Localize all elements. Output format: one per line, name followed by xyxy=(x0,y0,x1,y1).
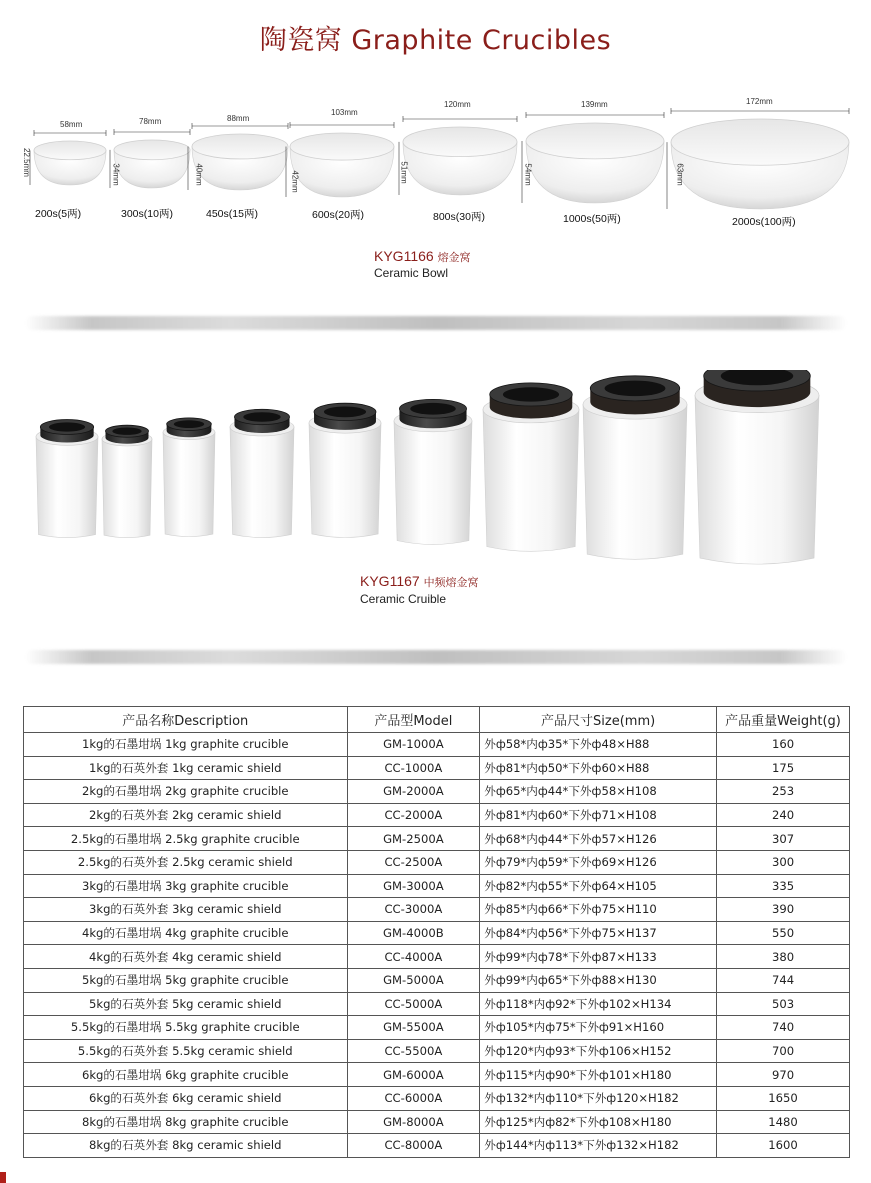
cell-model: GM-2500A xyxy=(347,827,480,851)
ceramic-crucible xyxy=(695,370,819,564)
table-header-row xyxy=(24,707,850,733)
bowl-product-code xyxy=(374,248,471,265)
cell-size: 外ф68*内ф44*下外ф57×H126 xyxy=(480,827,717,851)
cell-size: 外ф99*内ф78*下外ф87×H133 xyxy=(480,945,717,969)
header-size: 产品尺寸Size(mm) xyxy=(480,707,717,733)
spec-table xyxy=(23,706,850,1158)
cell-description: 2.5kg的石英外套 2.5kg ceramic shield xyxy=(24,850,348,874)
cell-description: 4kg的石英外套 4kg ceramic shield xyxy=(24,945,348,969)
cell-size: 外ф120*内ф93*下外ф106×H152 xyxy=(480,1039,717,1063)
table-row xyxy=(24,1110,850,1134)
cell-description: 2kg的石墨坩埚 2kg graphite crucible xyxy=(24,780,348,804)
bowl-width-label: 139mm xyxy=(581,100,608,109)
cell-weight: 160 xyxy=(717,733,850,757)
ceramic-bowl xyxy=(522,112,664,203)
cell-weight: 700 xyxy=(717,1039,850,1063)
cell-size: 外ф82*内ф55*下外ф64×H105 xyxy=(480,874,717,898)
table-row xyxy=(24,850,850,874)
bowl-width-label: 103mm xyxy=(331,108,358,117)
cell-weight: 503 xyxy=(717,992,850,1016)
cell-model: CC-1000A xyxy=(347,756,480,780)
cell-size: 外ф79*内ф59*下外ф69×H126 xyxy=(480,850,717,874)
cell-model: CC-6000A xyxy=(347,1086,480,1110)
cell-size: 外ф81*内ф50*下外ф60×H88 xyxy=(480,756,717,780)
ceramic-bowl xyxy=(667,108,849,209)
crucible-product-code xyxy=(360,573,479,590)
cell-weight: 380 xyxy=(717,945,850,969)
cell-size: 外ф118*内ф92*下外ф102×H134 xyxy=(480,992,717,1016)
bowl-size-label: 600s(20两) xyxy=(312,209,364,221)
page-title: 陶瓷窝 Graphite Crucibles xyxy=(259,25,612,56)
bowl-width-label: 58mm xyxy=(60,120,83,129)
table-row xyxy=(24,756,850,780)
cell-description: 5.5kg的石墨坩埚 5.5kg graphite crucible xyxy=(24,1016,348,1040)
brush-divider xyxy=(25,650,847,664)
cell-model: CC-2500A xyxy=(347,850,480,874)
ceramic-crucible xyxy=(102,425,152,537)
bowl-height-label: 63mm xyxy=(675,163,685,186)
header-model: 产品型Model xyxy=(347,707,480,733)
bowl-width-label: 120mm xyxy=(444,100,471,109)
cell-description: 4kg的石墨坩埚 4kg graphite crucible xyxy=(24,921,348,945)
bowl-height-label: 51mm xyxy=(399,161,409,184)
cell-weight: 175 xyxy=(717,756,850,780)
ceramic-crucible xyxy=(309,403,381,537)
cell-description: 5kg的石英外套 5kg ceramic shield xyxy=(24,992,348,1016)
table-row xyxy=(24,898,850,922)
cell-size: 外ф81*内ф60*下外ф71×H108 xyxy=(480,803,717,827)
bowl-width-label: 172mm xyxy=(746,97,773,106)
cell-model: CC-3000A xyxy=(347,898,480,922)
bowl-size-label: 1000s(50两) xyxy=(563,213,621,225)
cell-description: 3kg的石墨坩埚 3kg graphite crucible xyxy=(24,874,348,898)
cell-description: 2.5kg的石墨坩埚 2.5kg graphite crucible xyxy=(24,827,348,851)
ceramic-crucible xyxy=(394,399,472,544)
cell-model: GM-3000A xyxy=(347,874,480,898)
table-row xyxy=(24,874,850,898)
cell-model: GM-2000A xyxy=(347,780,480,804)
cell-size: 外ф84*内ф56*下外ф75×H137 xyxy=(480,921,717,945)
cell-model: CC-5500A xyxy=(347,1039,480,1063)
cell-description: 3kg的石英外套 3kg ceramic shield xyxy=(24,898,348,922)
cell-weight: 744 xyxy=(717,968,850,992)
bowl-size-label: 300s(10两) xyxy=(121,208,173,220)
bowl-code-cn: 熔金窝 xyxy=(437,252,471,264)
ceramic-crucibles-figure xyxy=(0,370,871,565)
ceramic-crucible xyxy=(483,383,579,551)
ceramic-crucible xyxy=(583,376,687,559)
cell-size: 外ф85*内ф66*下外ф75×H110 xyxy=(480,898,717,922)
ceramic-crucible xyxy=(36,420,98,538)
table-row xyxy=(24,1016,850,1040)
cell-weight: 307 xyxy=(717,827,850,851)
bowl-height-label: 40mm xyxy=(194,163,204,186)
cell-weight: 970 xyxy=(717,1063,850,1087)
cell-weight: 253 xyxy=(717,780,850,804)
cell-description: 8kg的石英外套 8kg ceramic shield xyxy=(24,1134,348,1158)
cell-weight: 1650 xyxy=(717,1086,850,1110)
cell-weight: 335 xyxy=(717,874,850,898)
cell-description: 1kg的石英外套 1kg ceramic shield xyxy=(24,756,348,780)
ceramic-bowl xyxy=(30,130,106,185)
bowl-width-label: 78mm xyxy=(139,117,162,126)
cell-model: CC-4000A xyxy=(347,945,480,969)
cell-size: 外ф125*内ф82*下外ф108×H180 xyxy=(480,1110,717,1134)
cell-model: GM-5000A xyxy=(347,968,480,992)
ceramic-bowl xyxy=(399,116,517,195)
cell-size: 外ф144*内ф113*下外ф132×H182 xyxy=(480,1134,717,1158)
bowl-size-label: 200s(5两) xyxy=(35,208,82,220)
table-row xyxy=(24,921,850,945)
brush-divider xyxy=(25,316,847,330)
cell-model: GM-4000B xyxy=(347,921,480,945)
ceramic-bowl xyxy=(286,122,394,197)
ceramic-crucible xyxy=(230,409,294,537)
cell-description: 5kg的石墨坩埚 5kg graphite crucible xyxy=(24,968,348,992)
cell-size: 外ф115*内ф90*下外ф101×H180 xyxy=(480,1063,717,1087)
cell-weight: 550 xyxy=(717,921,850,945)
table-row xyxy=(24,780,850,804)
cell-description: 6kg的石英外套 6kg ceramic shield xyxy=(24,1086,348,1110)
cell-model: GM-1000A xyxy=(347,733,480,757)
bowl-size-label: 800s(30两) xyxy=(433,211,485,223)
table-row xyxy=(24,733,850,757)
cell-model: CC-8000A xyxy=(347,1134,480,1158)
cell-weight: 740 xyxy=(717,1016,850,1040)
bowl-height-label: 22.5mm xyxy=(21,148,31,177)
bowl-height-label: 42mm xyxy=(290,170,300,193)
cell-size: 外ф58*内ф35*下外ф48×H88 xyxy=(480,733,717,757)
bowl-size-label: 2000s(100两) xyxy=(732,216,796,228)
bowl-product-name: Ceramic Bowl xyxy=(374,266,449,280)
bowl-height-label: 34mm xyxy=(111,163,121,186)
bowl-code: KYG1166 xyxy=(374,248,434,264)
table-row xyxy=(24,1086,850,1110)
cell-model: CC-5000A xyxy=(347,992,480,1016)
cell-description: 1kg的石墨坩埚 1kg graphite crucible xyxy=(24,733,348,757)
bowl-width-label: 88mm xyxy=(227,114,250,123)
table-row xyxy=(24,992,850,1016)
cell-size: 外ф99*内ф65*下外ф88×H130 xyxy=(480,968,717,992)
cell-size: 外ф105*内ф75*下外ф91×H160 xyxy=(480,1016,717,1040)
corner-mark xyxy=(0,1172,6,1183)
table-row xyxy=(24,968,850,992)
table-row xyxy=(24,1039,850,1063)
cell-weight: 1600 xyxy=(717,1134,850,1158)
ceramic-crucible xyxy=(163,418,215,537)
table-row xyxy=(24,827,850,851)
cell-description: 2kg的石英外套 2kg ceramic shield xyxy=(24,803,348,827)
table-row xyxy=(24,1134,850,1158)
crucible-product-name: Ceramic Cruible xyxy=(360,592,447,606)
cell-model: GM-5500A xyxy=(347,1016,480,1040)
cell-model: GM-8000A xyxy=(347,1110,480,1134)
header-weight: 产品重量Weight(g) xyxy=(717,707,850,733)
crucible-code-cn: 中频熔金窝 xyxy=(423,577,479,589)
bowl-height-label: 54mm xyxy=(523,163,533,186)
header-description: 产品名称Description xyxy=(24,707,348,733)
cell-weight: 390 xyxy=(717,898,850,922)
ceramic-bowl xyxy=(110,129,190,188)
cell-size: 外ф132*内ф110*下外ф120×H182 xyxy=(480,1086,717,1110)
crucible-code: KYG1167 xyxy=(360,573,420,589)
cell-weight: 240 xyxy=(717,803,850,827)
cell-description: 6kg的石墨坩埚 6kg graphite crucible xyxy=(24,1063,348,1087)
cell-description: 8kg的石墨坩埚 8kg graphite crucible xyxy=(24,1110,348,1134)
bowl-size-label: 450s(15两) xyxy=(206,208,258,220)
cell-size: 外ф65*内ф44*下外ф58×H108 xyxy=(480,780,717,804)
cell-model: GM-6000A xyxy=(347,1063,480,1087)
cell-description: 5.5kg的石英外套 5.5kg ceramic shield xyxy=(24,1039,348,1063)
cell-weight: 1480 xyxy=(717,1110,850,1134)
table-row xyxy=(24,1063,850,1087)
table-row xyxy=(24,945,850,969)
cell-weight: 300 xyxy=(717,850,850,874)
cell-model: CC-2000A xyxy=(347,803,480,827)
table-row xyxy=(24,803,850,827)
